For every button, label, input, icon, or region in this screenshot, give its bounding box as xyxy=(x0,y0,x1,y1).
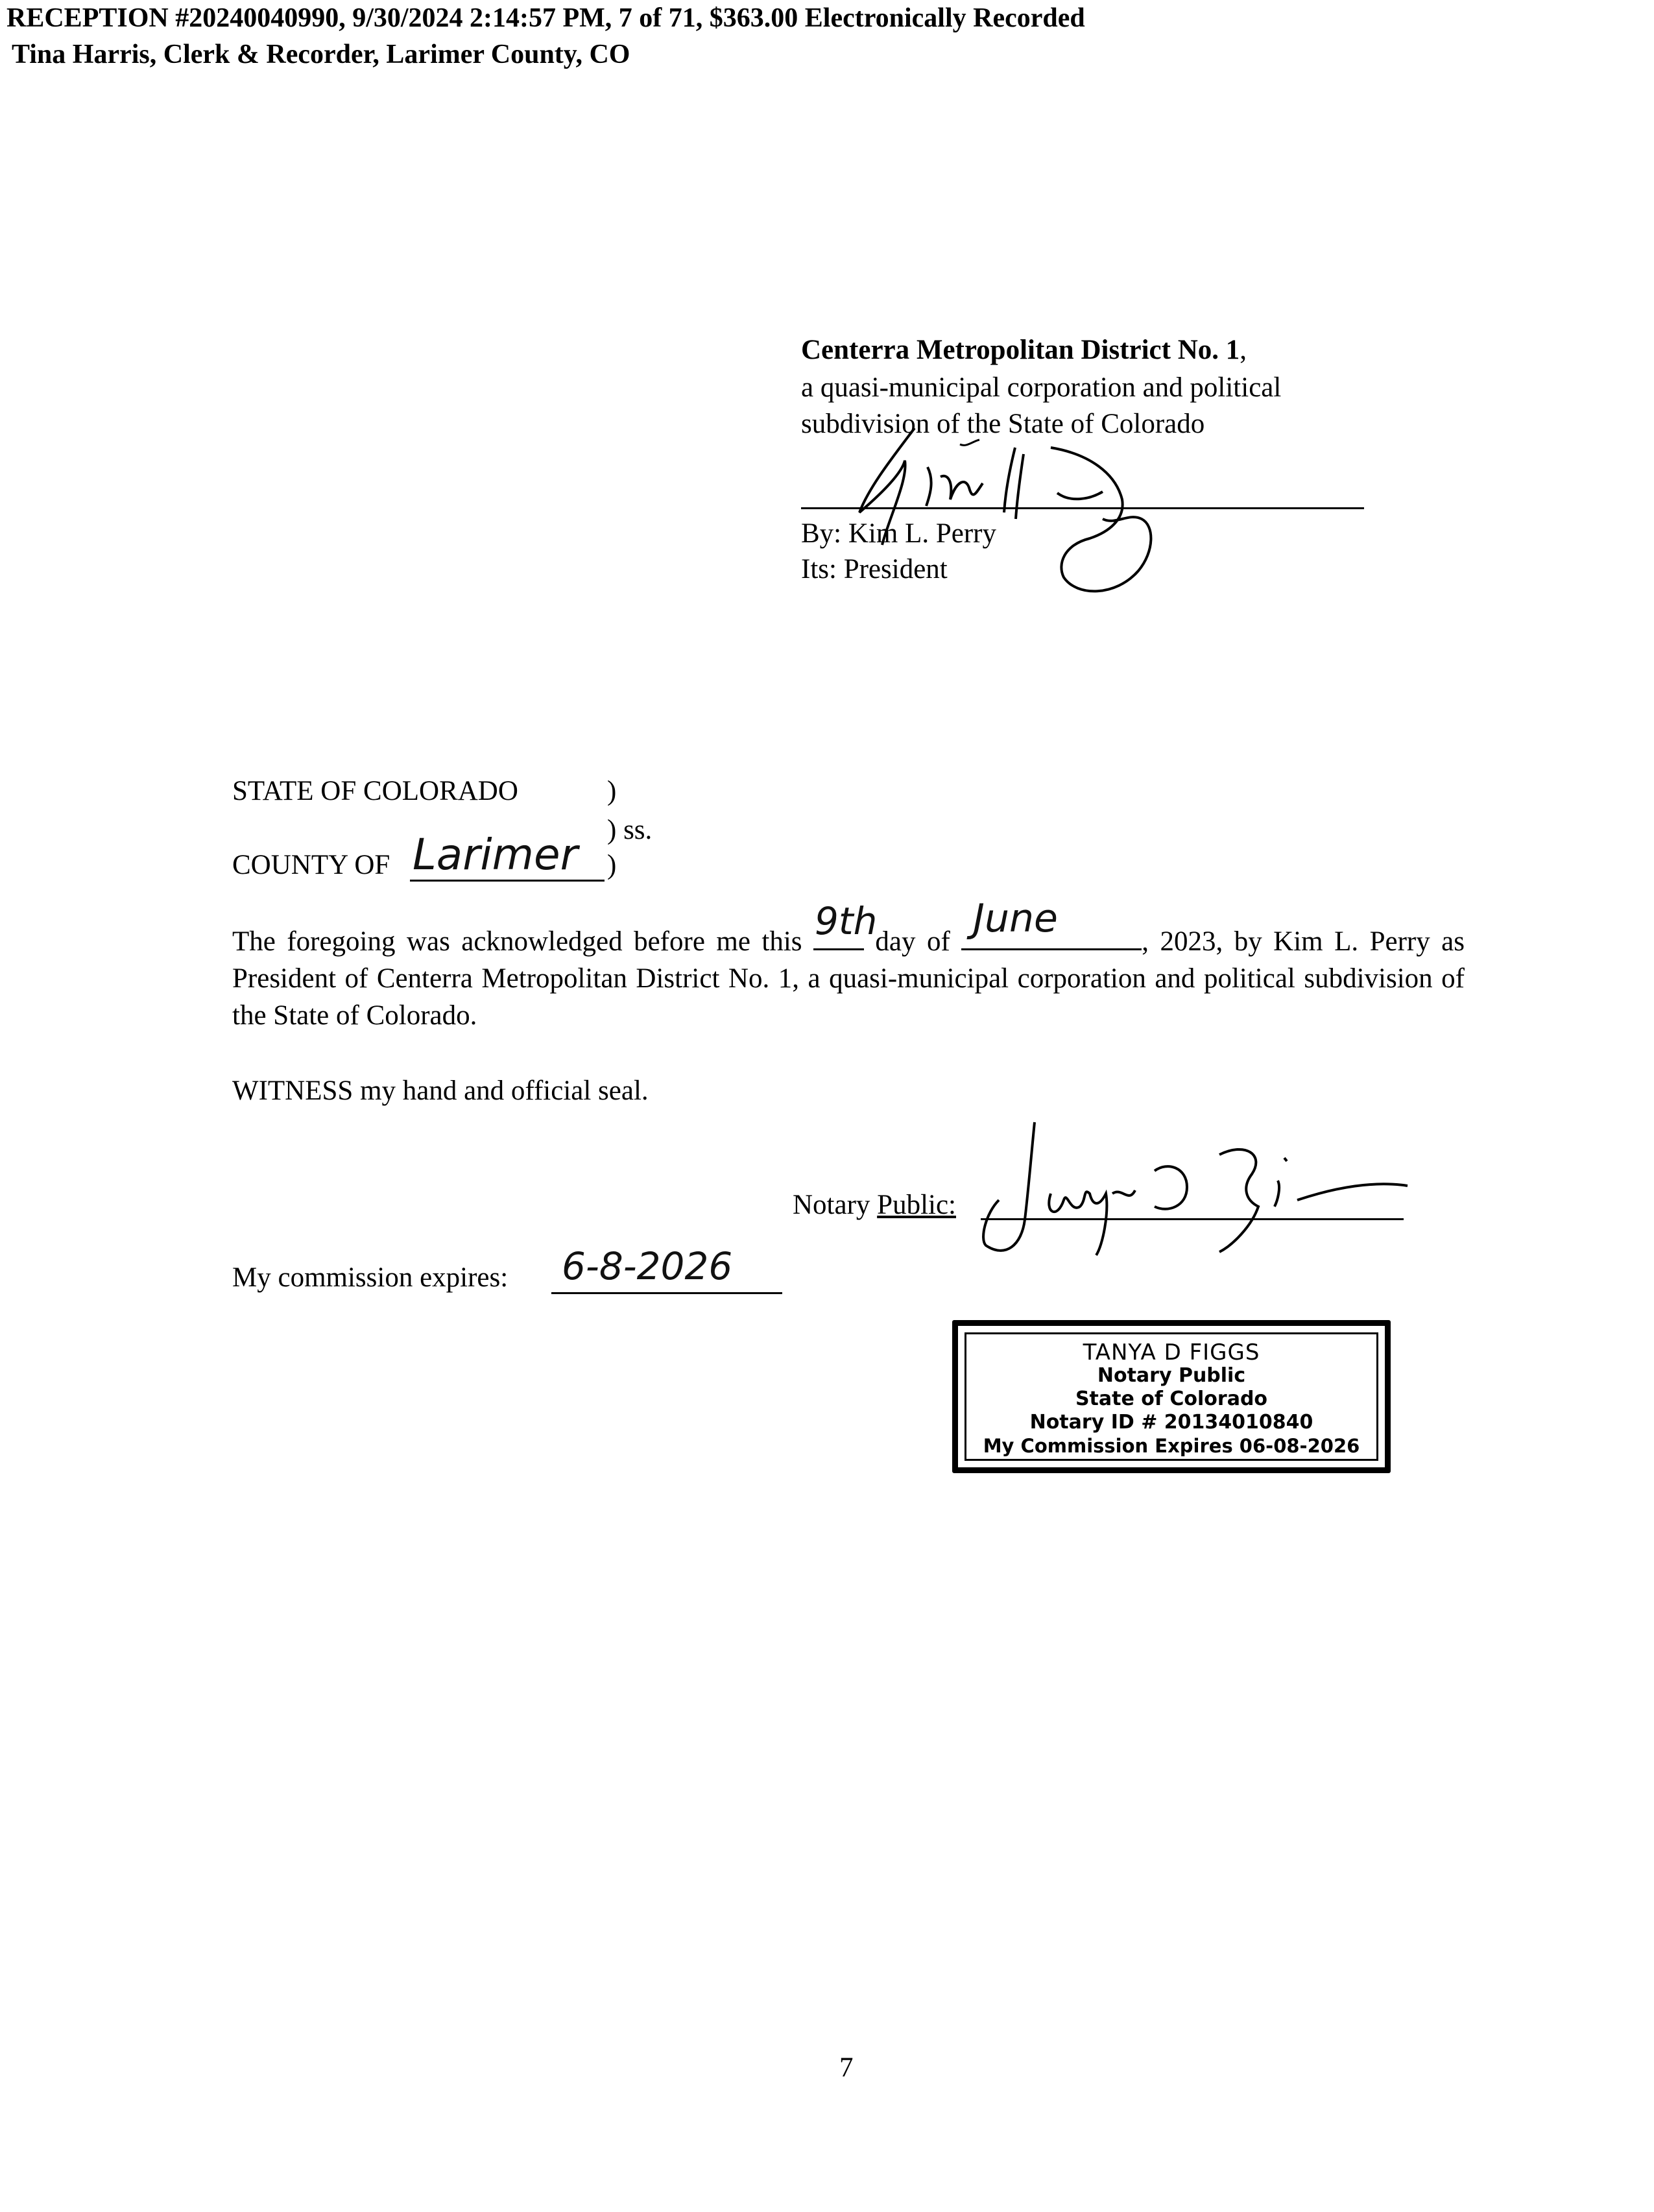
president-signature xyxy=(843,415,1206,610)
day-blank xyxy=(813,899,878,950)
venue-paren-3: ) xyxy=(607,850,617,880)
notary-seal-stamp xyxy=(952,1320,1391,1473)
venue-state: STATE OF COLORADO xyxy=(232,776,518,806)
entity-description-line1: a quasi-municipal corporation and political xyxy=(801,372,1282,403)
seal-state: State of Colorado xyxy=(1075,1388,1268,1410)
month-handwritten: June xyxy=(973,896,1058,941)
ack-text-part2: day of xyxy=(863,926,962,957)
notary-label-public: Public: xyxy=(877,1190,956,1220)
signer-title: Its: President xyxy=(801,554,948,584)
county-handwritten: Larimer xyxy=(413,830,578,880)
seal-notary-id: Notary ID # 20134010840 xyxy=(1029,1411,1313,1434)
seal-title: Notary Public xyxy=(1097,1364,1246,1387)
ack-text-part3: , 2023, by Kim L. Perry as President of Centerra Metropolitan District No. 1, a quasi-municipal corporation and political subdivision of the State of Colorado. xyxy=(232,926,1465,1031)
commission-date-handwritten: 6-8-2026 xyxy=(562,1244,733,1288)
recording-header-line2: Tina Harris, Clerk & Recorder, Larimer County, CO xyxy=(12,40,630,69)
seal-expiration: My Commission Expires 06-08-2026 xyxy=(983,1435,1360,1457)
commission-label: My commission expires: xyxy=(232,1262,509,1293)
commission-blank-line xyxy=(551,1292,782,1294)
entity-name: Centerra Metropolitan District No. 1 xyxy=(801,335,1240,365)
month-blank xyxy=(961,896,1142,950)
entity-description-line2: subdivision of the State of Colorado xyxy=(801,409,1205,439)
recording-header-line1: RECEPTION #20240040990, 9/30/2024 2:14:57 PM, 7 of 71, $363.00 Electronically Recorded xyxy=(6,3,1085,33)
ack-text-part1: The foregoing was acknowledged before me this xyxy=(232,926,813,957)
day-handwritten: 9th xyxy=(814,899,878,943)
venue-ss: ) ss. xyxy=(607,815,653,845)
acknowledgment-paragraph xyxy=(232,896,1465,1034)
witness-clause: WITNESS my hand and official seal. xyxy=(232,1076,649,1106)
notary-label-prefix: Notary xyxy=(793,1190,878,1220)
notary-signature xyxy=(973,1116,1414,1271)
page-number: 7 xyxy=(839,2052,854,2083)
entity-name-line xyxy=(801,332,1247,368)
entity-name-comma: , xyxy=(1240,335,1247,365)
notary-label xyxy=(793,1187,956,1223)
seal-name: TANYA D FIGGS xyxy=(1083,1340,1260,1365)
venue-county-label: COUNTY OF xyxy=(232,850,390,880)
venue-paren-1: ) xyxy=(607,776,617,806)
signer-by: By: Kim L. Perry xyxy=(801,518,996,549)
